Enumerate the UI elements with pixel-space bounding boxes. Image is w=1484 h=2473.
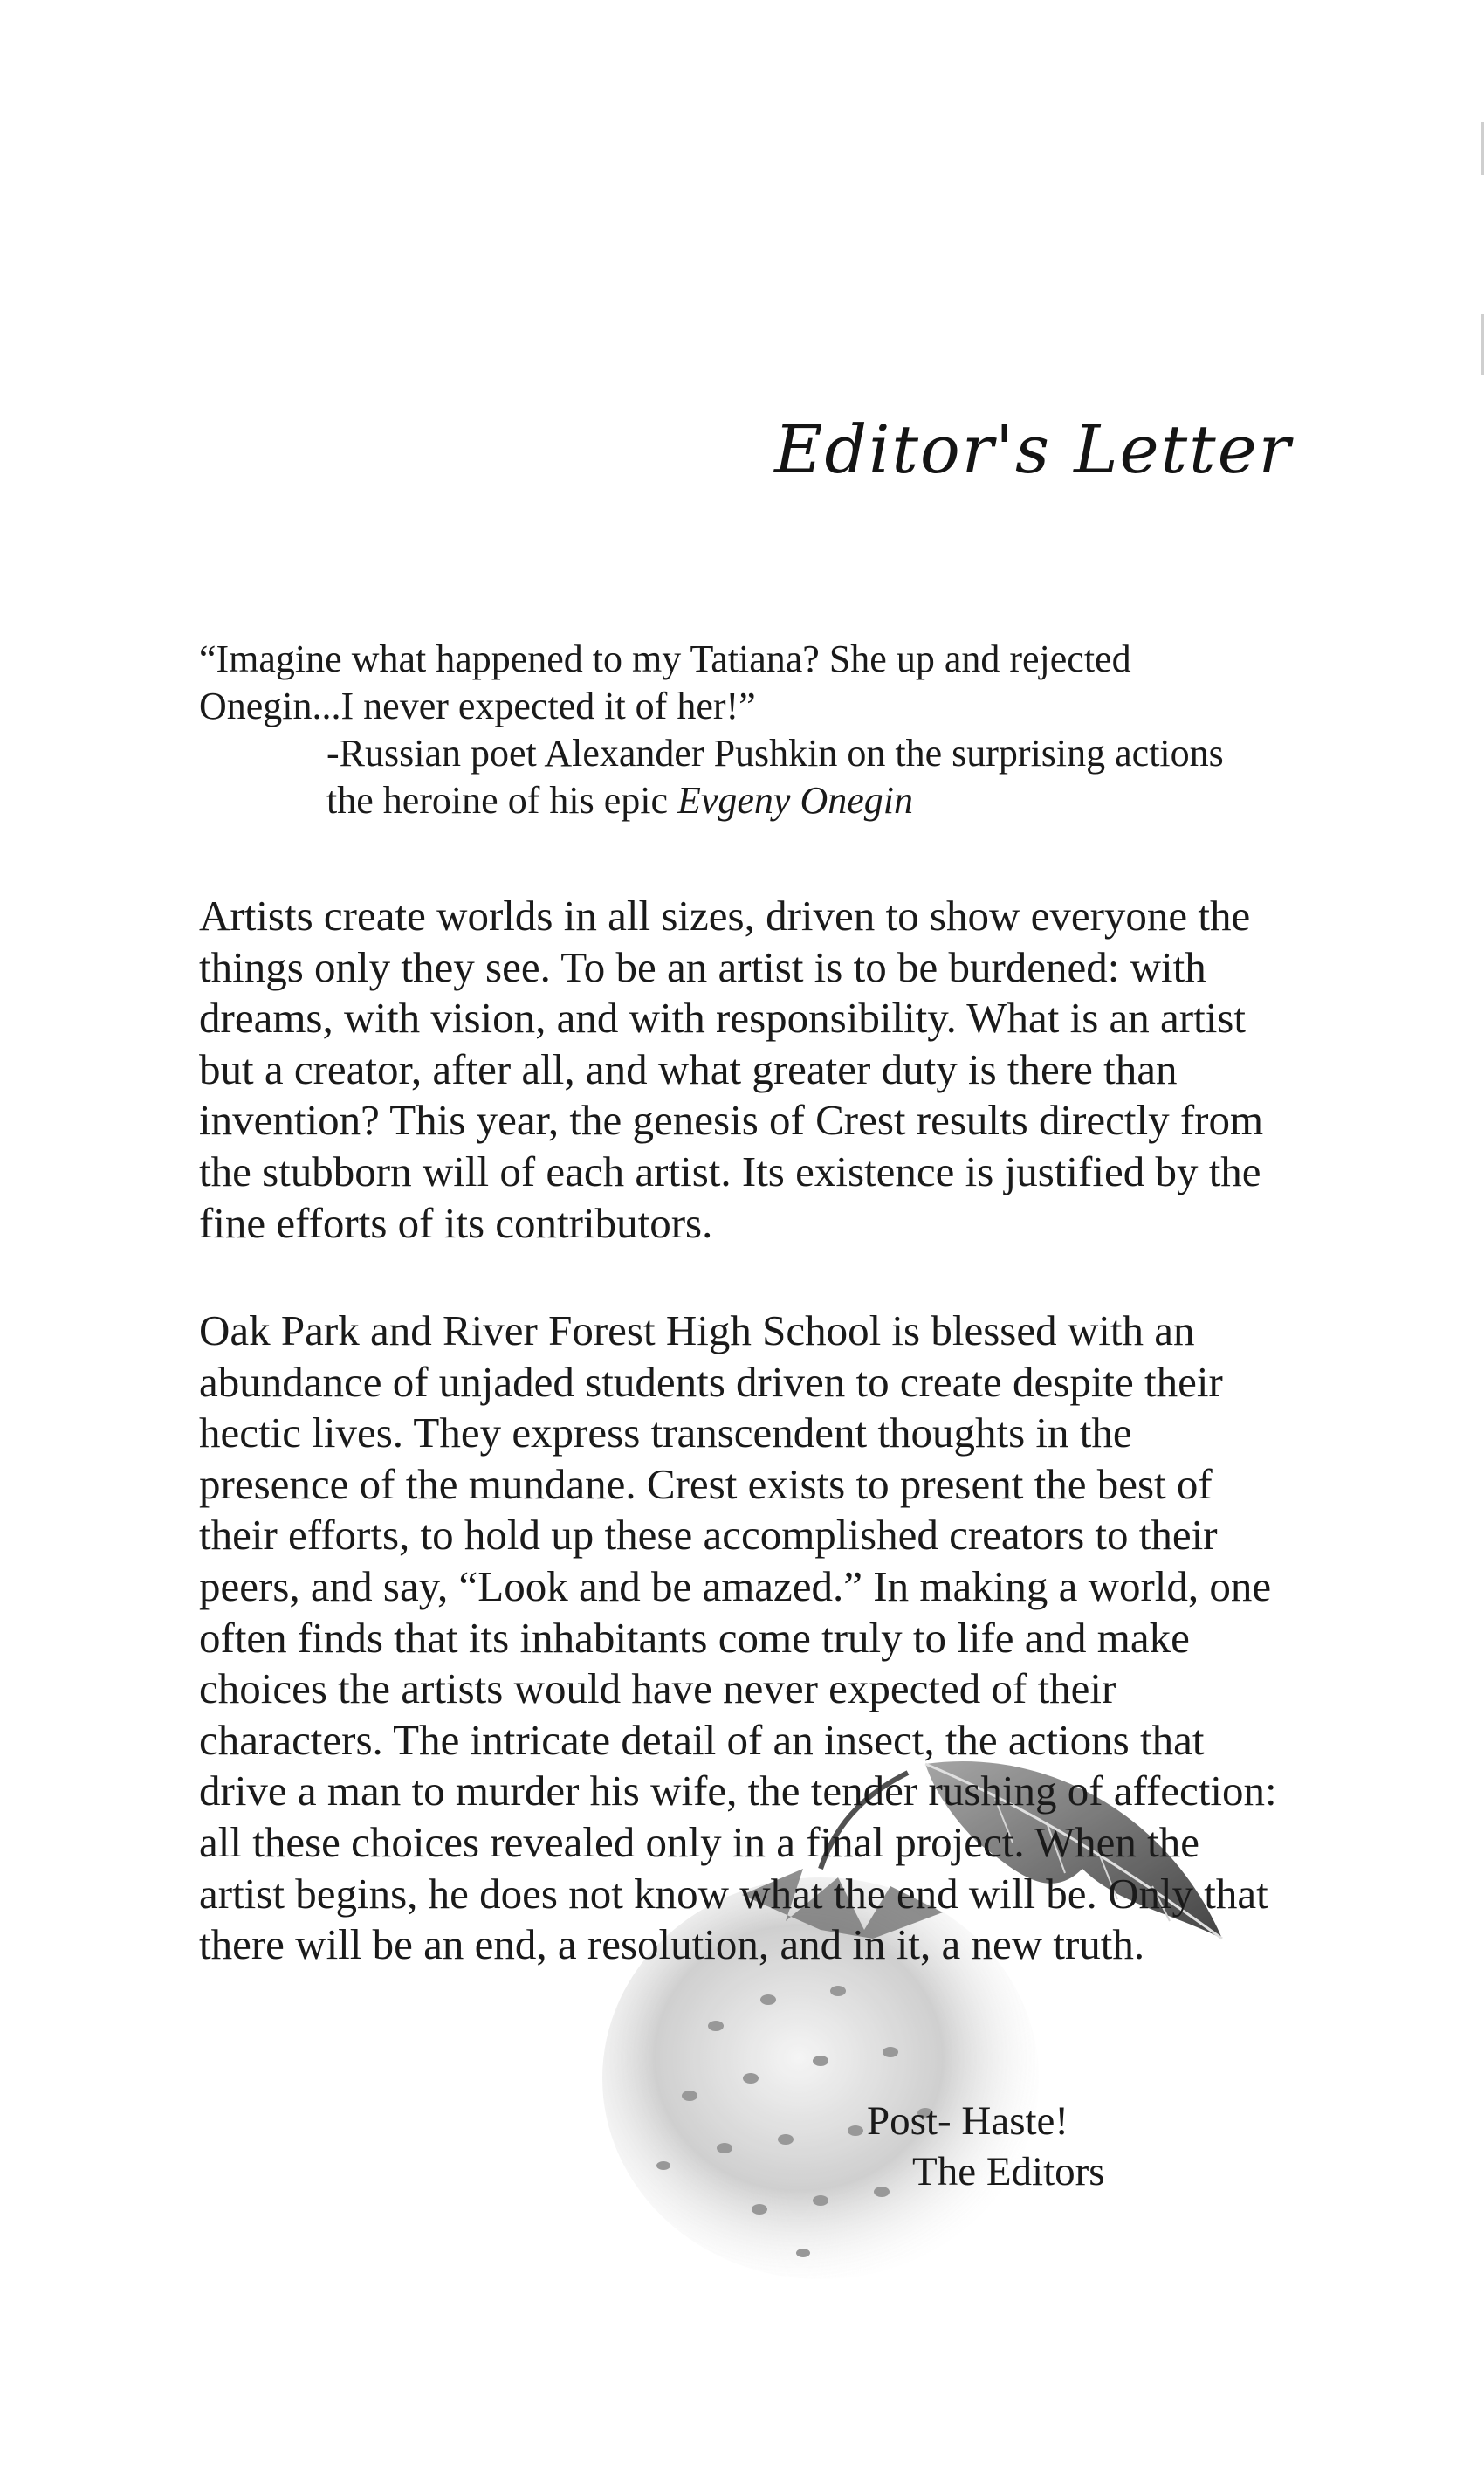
attribution-text: -Russian poet Alexander Pushkin on the surprising actions the heroine of his epic — [326, 732, 1224, 822]
body-paragraph: Oak Park and River Forest High School is blessed with an abundance of unjaded students driven to create despite their hectic lives. They express transcendent thoughts in the presence of the mundane. Crest exists to present the best of their efforts, to hold up these accomplished creators to their peers, and say, “Look and be amazed.” In making a world, one often finds that its inhabitants come truly to life and make choices the artists would have never expected of their characters. The intricate detail of an insect, the actions that drive a man to murder his wife, the tender rushing of affection: all these choices revealed only in a final project. When the artist begins, he does not know what the end will be. Only that there will be an end, a resolution, and in it, a new truth. — [199, 1306, 1277, 1969]
body-paragraph: Artists create worlds in all sizes, driven to show everyone the things only they see. To be an artist is to be burdened: with dreams, with vision, and with responsibility. What is an artist but a creator, after all, and what greater duty is there than invention? This year, the genesis of Crest results directly from the stubborn will of each artist. Its existence is justified by the fine efforts of its contributors. — [199, 892, 1264, 1247]
epigraph-attribution — [326, 730, 1229, 824]
signoff-signature: The Editors — [912, 2149, 1105, 2194]
page-title: Editor's Letter — [774, 410, 1292, 488]
attribution-work-title: Evgeny Onegin — [677, 779, 913, 822]
epigraph-quote: “Imagine what happened to my Tatiana? She up and rejected Onegin...I never expected it of her!” — [199, 637, 1131, 727]
signoff — [867, 2096, 1105, 2197]
epigraph — [199, 636, 1229, 824]
signoff-line: Post- Haste! — [867, 2098, 1069, 2144]
